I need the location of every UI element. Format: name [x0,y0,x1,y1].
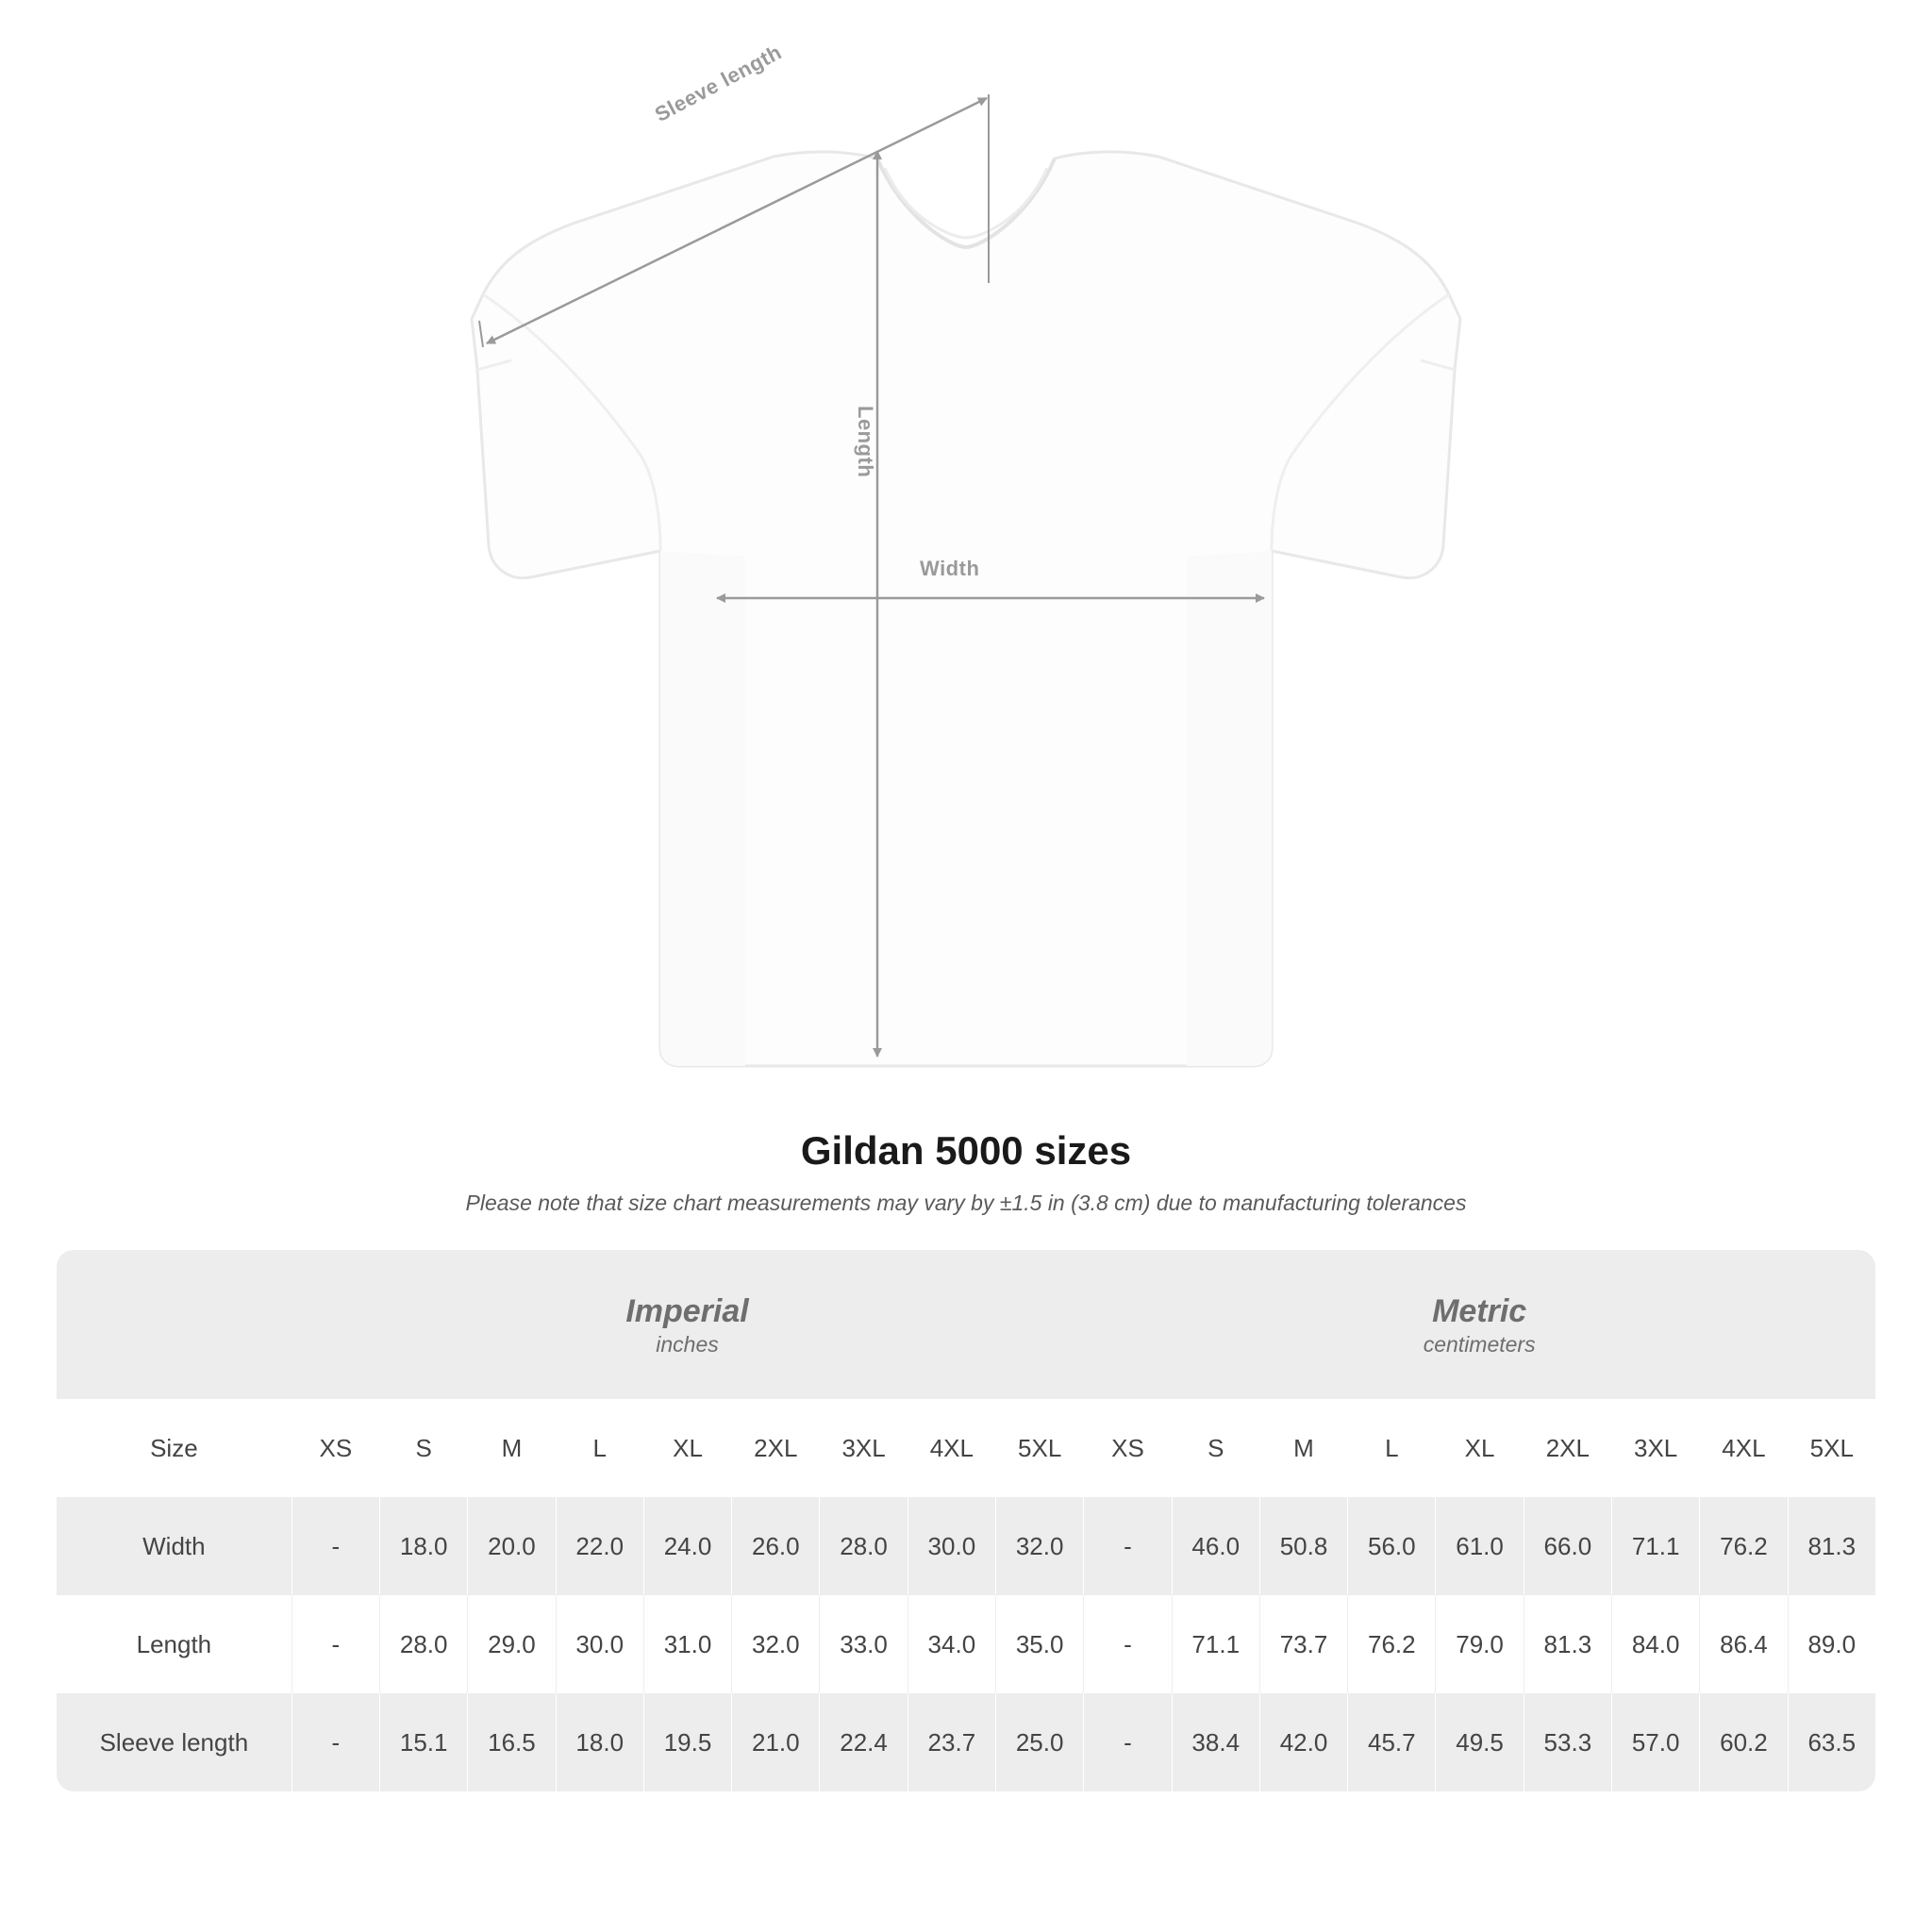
column-header-metric-2xl: 2XL [1524,1399,1611,1497]
cell-sleeve-metric-xl: 49.5 [1435,1693,1523,1791]
cell-sleeve-imperial-s: 15.1 [379,1693,467,1791]
column-header-imperial-4xl: 4XL [908,1399,995,1497]
cell-length-imperial-s: 28.0 [379,1595,467,1693]
unit-group-metric-sub: centimeters [1423,1331,1536,1357]
column-header-imperial-xs: XS [291,1399,379,1497]
cell-width-imperial-4xl: 30.0 [908,1497,995,1595]
table-row [57,1693,1875,1791]
cell-width-imperial-m: 20.0 [467,1497,555,1595]
cell-length-metric-4xl: 86.4 [1699,1595,1787,1693]
tolerance-note: Please note that size chart measurements may vary by ±1.5 in (3.8 cm) due to manufacturing tolerances [465,1191,1467,1215]
cell-length-imperial-5xl: 35.0 [995,1595,1083,1693]
cell-width-imperial-s: 18.0 [379,1497,467,1595]
column-header-metric-4xl: 4XL [1699,1399,1787,1497]
cell-sleeve-metric-s: 38.4 [1172,1693,1259,1791]
cell-length-metric-s: 71.1 [1172,1595,1259,1693]
cell-sleeve-imperial-4xl: 23.7 [908,1693,995,1791]
cell-sleeve-metric-m: 42.0 [1259,1693,1347,1791]
cell-length-imperial-xs: - [291,1595,379,1693]
cell-width-imperial-3xl: 28.0 [819,1497,907,1595]
cell-width-imperial-5xl: 32.0 [995,1497,1083,1595]
table-row [57,1595,1875,1693]
title-block [0,1128,1932,1216]
width-label: Width [920,557,980,580]
cell-length-metric-l: 76.2 [1347,1595,1435,1693]
cell-width-metric-2xl: 66.0 [1524,1497,1611,1595]
column-header-metric-m: M [1259,1399,1347,1497]
cell-width-imperial-2xl: 26.0 [731,1497,819,1595]
size-chart-table [57,1250,1875,1791]
unit-group-imperial-sub: inches [656,1331,719,1357]
unit-header-spacer [57,1250,291,1399]
column-header-size: Size [57,1399,291,1497]
cell-width-metric-xs: - [1083,1497,1171,1595]
cell-sleeve-imperial-l: 18.0 [556,1693,643,1791]
cell-sleeve-imperial-3xl: 22.4 [819,1693,907,1791]
unit-group-metric [1083,1250,1875,1399]
cell-sleeve-metric-5xl: 63.5 [1788,1693,1875,1791]
cell-sleeve-imperial-5xl: 25.0 [995,1693,1083,1791]
cell-length-metric-3xl: 84.0 [1611,1595,1699,1693]
cell-width-imperial-l: 22.0 [556,1497,643,1595]
cell-width-metric-5xl: 81.3 [1788,1497,1875,1595]
column-header-metric-xs: XS [1083,1399,1171,1497]
cell-length-imperial-l: 30.0 [556,1595,643,1693]
cell-width-metric-3xl: 71.1 [1611,1497,1699,1595]
cell-length-imperial-3xl: 33.0 [819,1595,907,1693]
cell-length-metric-2xl: 81.3 [1524,1595,1611,1693]
column-header-imperial-3xl: 3XL [819,1399,907,1497]
cell-width-metric-s: 46.0 [1172,1497,1259,1595]
row-label-sleeve-length: Sleeve length [57,1693,291,1791]
cell-sleeve-metric-2xl: 53.3 [1524,1693,1611,1791]
cell-length-imperial-2xl: 32.0 [731,1595,819,1693]
cell-length-metric-xl: 79.0 [1435,1595,1523,1693]
column-header-metric-l: L [1347,1399,1435,1497]
page-title: Gildan 5000 sizes [800,1128,1132,1173]
column-header-imperial-s: S [379,1399,467,1497]
cell-length-metric-5xl: 89.0 [1788,1595,1875,1693]
size-chart-table-wrapper [57,1250,1875,1791]
cell-sleeve-metric-l: 45.7 [1347,1693,1435,1791]
tshirt-shape [472,152,1460,1066]
column-header-metric-s: S [1172,1399,1259,1497]
cell-width-metric-l: 56.0 [1347,1497,1435,1595]
row-label-width: Width [57,1497,291,1595]
unit-group-imperial-name: Imperial [625,1293,749,1330]
cell-length-metric-xs: - [1083,1595,1171,1693]
row-label-length: Length [57,1595,291,1693]
cell-length-imperial-xl: 31.0 [643,1595,731,1693]
length-label: Length [854,406,877,478]
cell-sleeve-metric-3xl: 57.0 [1611,1693,1699,1791]
column-header-imperial-m: M [467,1399,555,1497]
unit-group-metric-name: Metric [1432,1293,1527,1330]
column-header-metric-3xl: 3XL [1611,1399,1699,1497]
column-header-metric-xl: XL [1435,1399,1523,1497]
cell-width-imperial-xs: - [291,1497,379,1595]
unit-header-row [57,1250,1875,1399]
sleeve-length-label: Sleeve length [651,40,786,127]
cell-length-imperial-4xl: 34.0 [908,1595,995,1693]
cell-sleeve-imperial-xl: 19.5 [643,1693,731,1791]
cell-width-metric-4xl: 76.2 [1699,1497,1787,1595]
cell-sleeve-metric-xs: - [1083,1693,1171,1791]
cell-sleeve-imperial-xs: - [291,1693,379,1791]
cell-sleeve-imperial-m: 16.5 [467,1693,555,1791]
cell-sleeve-metric-4xl: 60.2 [1699,1693,1787,1791]
cell-width-imperial-xl: 24.0 [643,1497,731,1595]
column-header-imperial-l: L [556,1399,643,1497]
column-header-imperial-xl: XL [643,1399,731,1497]
cell-width-metric-m: 50.8 [1259,1497,1347,1595]
column-header-imperial-2xl: 2XL [731,1399,819,1497]
size-header-row [57,1399,1875,1497]
column-header-imperial-5xl: 5XL [995,1399,1083,1497]
cell-length-imperial-m: 29.0 [467,1595,555,1693]
unit-group-imperial [291,1250,1084,1399]
column-header-metric-5xl: 5XL [1788,1399,1875,1497]
cell-length-metric-m: 73.7 [1259,1595,1347,1693]
table-row [57,1497,1875,1595]
cell-width-metric-xl: 61.0 [1435,1497,1523,1595]
cell-sleeve-imperial-2xl: 21.0 [731,1693,819,1791]
